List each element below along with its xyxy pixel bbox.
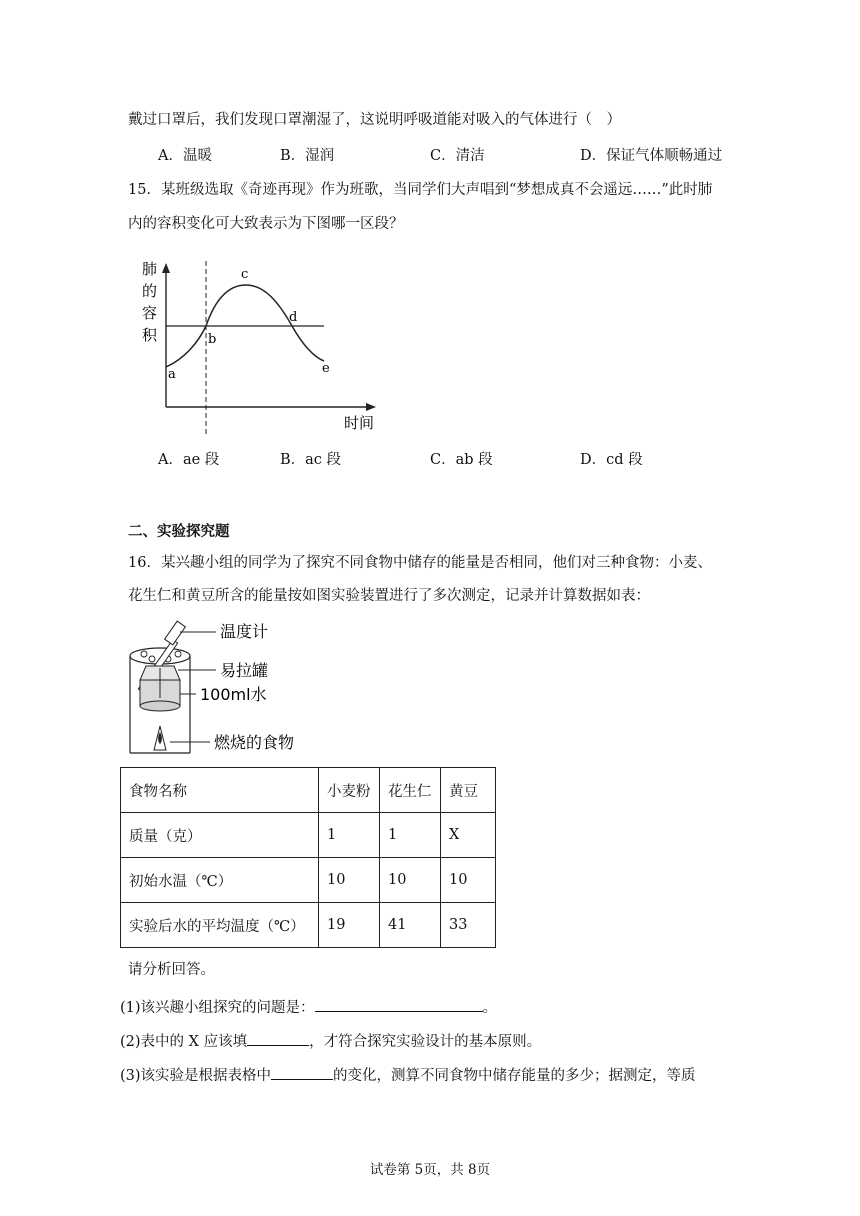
table-header-cell: 黄豆 [441, 768, 496, 813]
table-cell: 33 [441, 903, 496, 948]
table-header-cell: 花生仁 [380, 768, 441, 813]
q15-option-d: D．cd 段 [580, 452, 643, 468]
thermometer-clamp [165, 621, 186, 645]
q16-sub3-text: (3)该实验是根据表格中 [120, 1068, 272, 1084]
table-header-row [121, 768, 496, 813]
q15-stem-line2: 内的容积变化可大致表示为下图哪一区段？ [128, 216, 404, 232]
vent-hole [149, 656, 155, 662]
point-label-c: c [241, 267, 249, 282]
point-label-a: a [168, 367, 176, 382]
q16-sub1 [120, 996, 497, 1018]
table-cell: X [441, 813, 496, 858]
q16-sub2 [120, 1030, 541, 1052]
q14-option-d: D．保证气体顺畅通过 [580, 148, 723, 164]
can-bottom [140, 701, 180, 711]
table-cell: 10 [380, 858, 441, 903]
table-row [121, 858, 496, 903]
ylabel-char-4: 积 [142, 326, 158, 344]
q15-option-b: B．ac 段 [280, 452, 342, 468]
q15-option-a: A．ae 段 [158, 452, 220, 468]
q14-stem: 戴过口罩后，我们发现口罩潮湿了，这说明呼吸道能对吸入的气体进行（ ） [128, 112, 621, 128]
table-row [121, 813, 496, 858]
table-cell: 1 [380, 813, 441, 858]
q16-sub3-end: 的变化，测算不同食物中储存能量的多少；据测定，等质 [333, 1068, 696, 1084]
q14-option-a: A．温暖 [158, 148, 212, 164]
table-cell: 初始水温（℃） [121, 858, 319, 903]
vent-hole [175, 651, 181, 657]
energy-data-table [120, 767, 496, 948]
vent-hole [141, 651, 147, 657]
ylabel-char-1: 肺 [142, 260, 158, 278]
table-cell: 10 [441, 858, 496, 903]
ylabel-char-2: 的 [142, 282, 158, 300]
point-label-e: e [322, 361, 330, 376]
answer-blank-3[interactable] [271, 1064, 333, 1080]
calorimeter-apparatus [118, 618, 318, 760]
table-header-cell: 食物名称 [121, 768, 319, 813]
table-cell: 19 [319, 903, 380, 948]
x-axis-arrow [366, 403, 376, 411]
q16-sub1-text: (1)该兴趣小组探究的问题是： [120, 1000, 315, 1016]
q16-sub2-end: ，才符合探究实验设计的基本原则。 [309, 1034, 542, 1050]
answer-blank-1[interactable] [315, 996, 483, 1012]
table-row [121, 903, 496, 948]
section-title: 二、实验探究题 [128, 523, 230, 540]
q14-option-b: B．湿润 [280, 148, 335, 164]
lung-volume-graph [128, 255, 388, 435]
answer-blank-2[interactable] [247, 1030, 309, 1046]
q16-stem-line2: 花生仁和黄豆所含的能量按如图实验装置进行了多次测定，记录并计算数据如表： [128, 588, 650, 604]
xlabel: 时间 [344, 414, 375, 432]
point-label-d: d [289, 310, 298, 325]
label-thermometer: 温度计 [220, 622, 269, 641]
q16-sub2-text: (2)表中的 X 应该填 [120, 1034, 248, 1050]
table-cell: 质量（克） [121, 813, 319, 858]
table-cell: 实验后水的平均温度（℃） [121, 903, 319, 948]
q15-stem-line1: 15．某班级选取《奇迹再现》作为班歌，当同学们大声唱到“梦想成真不会遥远……”此时肺 [128, 182, 713, 198]
table-header-cell: 小麦粉 [319, 768, 380, 813]
q16-sub1-end: 。 [482, 1000, 498, 1016]
label-can: 易拉罐 [220, 661, 269, 680]
q16-prompt: 请分析回答。 [128, 962, 215, 978]
table-cell: 41 [380, 903, 441, 948]
q16-sub3 [120, 1064, 696, 1086]
q15-option-c: C．ab 段 [430, 452, 493, 468]
point-label-b: b [208, 332, 217, 347]
page-footer: 试卷第 5页，共 8页 [369, 1162, 491, 1178]
table-cell: 10 [319, 858, 380, 903]
q14-option-c: C．清洁 [430, 148, 485, 164]
flame-icon [158, 732, 162, 744]
ylabel-char-3: 容 [142, 304, 158, 322]
table-cell: 1 [319, 813, 380, 858]
label-food: 燃烧的食物 [214, 733, 295, 752]
label-water: 100ml水 [200, 685, 267, 704]
q16-stem-line1: 16．某兴趣小组的同学为了探究不同食物中储存的能量是否相同，他们对三种食物：小麦、 [128, 555, 712, 571]
y-axis-arrow [162, 263, 170, 273]
